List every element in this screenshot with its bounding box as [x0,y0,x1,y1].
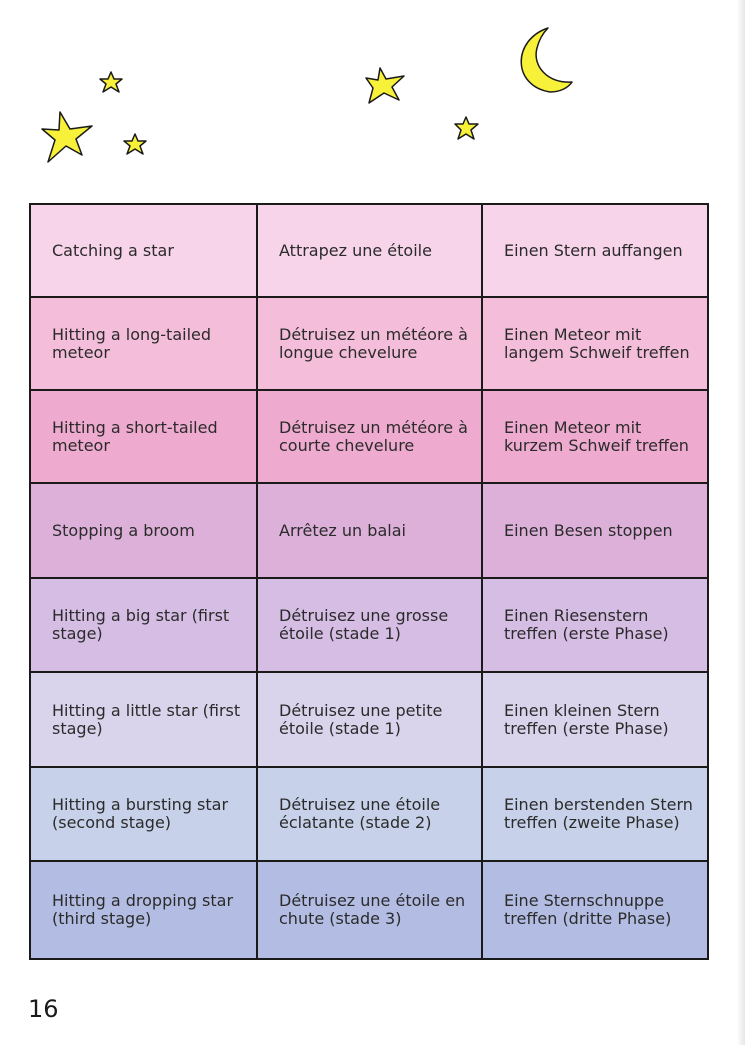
english-cell: Hitting a dropping star (third stage) [30,861,257,959]
french-cell: Arrêtez un balai [257,483,482,578]
table-row [30,390,708,483]
french-cell: Détruisez une grosse étoile (stade 1) [257,578,482,672]
german-cell: Einen Meteor mit kurzem Schweif treffen [482,390,708,483]
german-cell: Einen Meteor mit langem Schweif treffen [482,297,708,390]
moon-icon [521,28,572,92]
star-icon [42,112,92,162]
table-row [30,672,708,767]
page-number: 16 [28,995,59,1023]
english-cell: Hitting a big star (first stage) [30,578,257,672]
french-cell: Détruisez une petite étoile (stade 1) [257,672,482,767]
star-icon [100,72,122,92]
german-cell: Eine Sternschnuppe treffen (dritte Phase) [482,861,708,959]
german-cell: Einen Riesenstern treffen (erste Phase) [482,578,708,672]
french-cell: Détruisez un météore à courte chevelure [257,390,482,483]
phrase-table [29,203,709,960]
french-cell: Détruisez une étoile en chute (stade 3) [257,861,482,959]
table-row [30,578,708,672]
phrase-table-body [30,204,708,959]
table-row [30,861,708,959]
english-cell: Hitting a little star (first stage) [30,672,257,767]
german-cell: Einen Besen stoppen [482,483,708,578]
night-sky-illustration [0,0,745,200]
english-cell: Hitting a long-tailed meteor [30,297,257,390]
german-cell: Einen kleinen Stern treffen (erste Phase) [482,672,708,767]
table-row [30,297,708,390]
table-row [30,767,708,861]
french-cell: Détruisez un météore à longue chevelure [257,297,482,390]
german-cell: Einen Stern auffangen [482,204,708,297]
french-cell: Attrapez une étoile [257,204,482,297]
table-row [30,204,708,297]
english-cell: Catching a star [30,204,257,297]
german-cell: Einen berstenden Stern treffen (zweite Phase) [482,767,708,861]
english-cell: Hitting a short-tailed meteor [30,390,257,483]
star-icon [455,117,478,139]
english-cell: Hitting a bursting star (second stage) [30,767,257,861]
table-row [30,483,708,578]
star-icon [124,134,146,154]
english-cell: Stopping a broom [30,483,257,578]
star-icon [366,68,404,103]
french-cell: Détruisez une étoile éclatante (stade 2) [257,767,482,861]
